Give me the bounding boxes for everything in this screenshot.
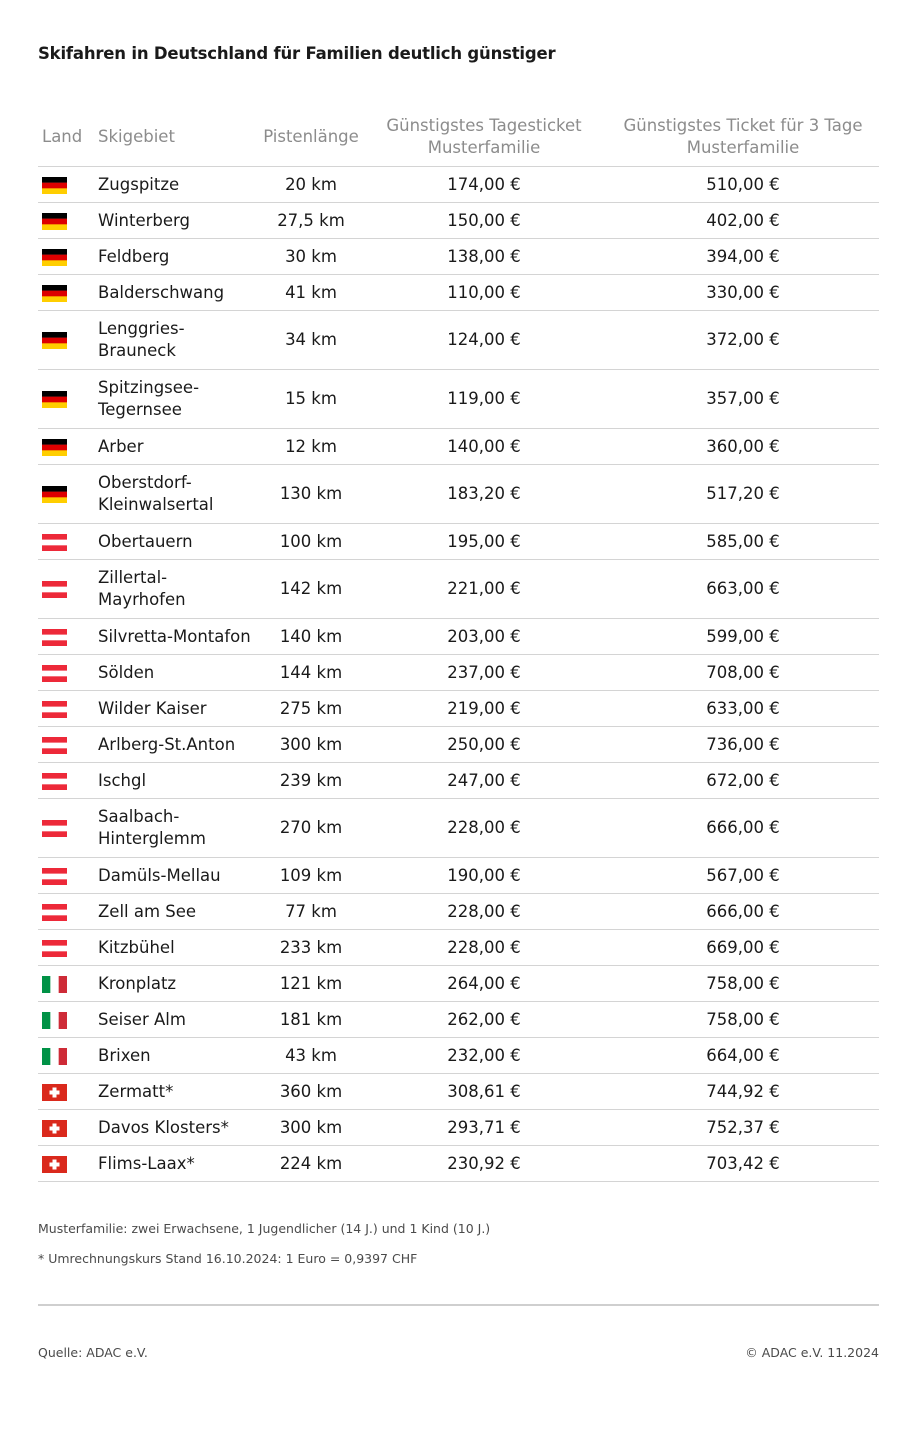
austria-flag-icon [42, 940, 67, 957]
cell-tagesticket: 110,00 € [361, 275, 607, 311]
skigebiet-name-line: Saalbach- [98, 807, 180, 826]
cell-skigebiet [96, 655, 261, 691]
cell-land [38, 619, 96, 655]
cell-pistenlaenge: 224 km [261, 1146, 361, 1182]
cell-dreitage: 736,00 € [607, 727, 879, 763]
cell-skigebiet [96, 1110, 261, 1146]
cell-land [38, 465, 96, 524]
table-row [38, 524, 879, 560]
cell-pistenlaenge: 15 km [261, 370, 361, 429]
austria-flag-icon [42, 868, 67, 885]
skigebiet-name-line: Hinterglemm [98, 829, 206, 848]
table-row [38, 1038, 879, 1074]
chart-title: Skifahren in Deutschland für Familien deutlich günstiger [38, 44, 556, 63]
cell-tagesticket: 221,00 € [361, 560, 607, 619]
cell-skigebiet [96, 429, 261, 465]
cell-skigebiet [96, 930, 261, 966]
cell-tagesticket: 119,00 € [361, 370, 607, 429]
cell-tagesticket: 138,00 € [361, 239, 607, 275]
cell-skigebiet [96, 465, 261, 524]
cell-pistenlaenge: 41 km [261, 275, 361, 311]
header-pistenlaenge: Pistenlänge [261, 108, 361, 167]
cell-skigebiet [96, 370, 261, 429]
skigebiet-name-line: Davos Klosters* [98, 1117, 229, 1137]
table-row [38, 465, 879, 524]
table-row [38, 560, 879, 619]
skigebiet-name-line: Silvretta-Montafon [98, 626, 251, 646]
germany-flag-icon [42, 439, 67, 456]
cell-pistenlaenge: 109 km [261, 858, 361, 894]
cell-pistenlaenge: 100 km [261, 524, 361, 560]
skigebiet-name-line: Brixen [98, 1045, 151, 1065]
germany-flag-icon [42, 391, 67, 408]
table-row [38, 1110, 879, 1146]
skigebiet-name-line: Kitzbühel [98, 937, 175, 957]
switzerland-flag-icon [42, 1084, 67, 1101]
cell-tagesticket: 150,00 € [361, 203, 607, 239]
cell-pistenlaenge: 12 km [261, 429, 361, 465]
cell-pistenlaenge: 360 km [261, 1074, 361, 1110]
switzerland-flag-icon [42, 1156, 67, 1173]
cell-tagesticket: 262,00 € [361, 1002, 607, 1038]
cell-pistenlaenge: 239 km [261, 763, 361, 799]
cell-tagesticket: 293,71 € [361, 1110, 607, 1146]
skigebiet-name-line: Kleinwalsertal [98, 495, 214, 514]
austria-flag-icon [42, 820, 67, 837]
header-tagesticket-line1: Günstigstes Tagesticket [386, 116, 582, 135]
table-row [38, 167, 879, 203]
skigebiet-name-line: Tegernsee [98, 400, 182, 419]
cell-skigebiet [96, 1002, 261, 1038]
cell-land [38, 1110, 96, 1146]
cell-dreitage: 567,00 € [607, 858, 879, 894]
cell-pistenlaenge: 34 km [261, 311, 361, 370]
skigebiet-name-line: Balderschwang [98, 282, 225, 302]
cell-skigebiet [96, 619, 261, 655]
cell-land [38, 203, 96, 239]
cell-tagesticket: 203,00 € [361, 619, 607, 655]
cell-pistenlaenge: 144 km [261, 655, 361, 691]
header-dreitage-line1: Günstigstes Ticket für 3 Tage [623, 116, 863, 135]
cell-skigebiet [96, 203, 261, 239]
cell-tagesticket: 183,20 € [361, 465, 607, 524]
cell-skigebiet [96, 1074, 261, 1110]
table-row [38, 691, 879, 727]
italy-flag-icon [42, 976, 67, 993]
skigebiet-name-line: Ischgl [98, 770, 147, 790]
cell-pistenlaenge: 270 km [261, 799, 361, 858]
cell-tagesticket: 230,92 € [361, 1146, 607, 1182]
skigebiet-name-line: Oberstdorf- [98, 473, 192, 492]
italy-flag-icon [42, 1048, 67, 1065]
cell-land [38, 239, 96, 275]
table-row [38, 239, 879, 275]
table-row [38, 930, 879, 966]
cell-dreitage: 330,00 € [607, 275, 879, 311]
note-musterfamilie: Musterfamilie: zwei Erwachsene, 1 Jugendlicher (14 J.) und 1 Kind (10 J.) [38, 1221, 491, 1236]
cell-dreitage: 664,00 € [607, 1038, 879, 1074]
cell-skigebiet [96, 894, 261, 930]
cell-pistenlaenge: 140 km [261, 619, 361, 655]
cell-pistenlaenge: 20 km [261, 167, 361, 203]
austria-flag-icon [42, 701, 67, 718]
cell-tagesticket: 247,00 € [361, 763, 607, 799]
skigebiet-name-line: Zermatt* [98, 1081, 174, 1101]
austria-flag-icon [42, 534, 67, 551]
cell-skigebiet [96, 524, 261, 560]
skigebiet-name-line: Zillertal- [98, 568, 168, 587]
cell-pistenlaenge: 142 km [261, 560, 361, 619]
cell-pistenlaenge: 121 km [261, 966, 361, 1002]
austria-flag-icon [42, 737, 67, 754]
cell-skigebiet [96, 167, 261, 203]
cell-dreitage: 517,20 € [607, 465, 879, 524]
cell-skigebiet [96, 1038, 261, 1074]
cell-dreitage: 402,00 € [607, 203, 879, 239]
cell-tagesticket: 264,00 € [361, 966, 607, 1002]
table-row [38, 429, 879, 465]
cell-land [38, 799, 96, 858]
cell-dreitage: 752,37 € [607, 1110, 879, 1146]
table-header [38, 108, 879, 167]
ski-price-table [38, 108, 879, 1182]
cell-pistenlaenge: 27,5 km [261, 203, 361, 239]
cell-tagesticket: 174,00 € [361, 167, 607, 203]
cell-pistenlaenge: 181 km [261, 1002, 361, 1038]
cell-dreitage: 672,00 € [607, 763, 879, 799]
cell-dreitage: 633,00 € [607, 691, 879, 727]
cell-land [38, 1002, 96, 1038]
cell-tagesticket: 250,00 € [361, 727, 607, 763]
header-tagesticket [361, 108, 607, 167]
skigebiet-name-line: Seiser Alm [98, 1009, 186, 1029]
cell-land [38, 275, 96, 311]
cell-land [38, 858, 96, 894]
cell-tagesticket: 195,00 € [361, 524, 607, 560]
cell-tagesticket: 124,00 € [361, 311, 607, 370]
skigebiet-name-line: Obertauern [98, 531, 193, 551]
cell-skigebiet [96, 275, 261, 311]
skigebiet-name-line: Arlberg-St.Anton [98, 734, 236, 754]
table-row [38, 894, 879, 930]
cell-land [38, 655, 96, 691]
table-row [38, 858, 879, 894]
switzerland-flag-icon [42, 1120, 67, 1137]
cell-dreitage: 708,00 € [607, 655, 879, 691]
germany-flag-icon [42, 249, 67, 266]
table-row [38, 370, 879, 429]
table-row [38, 763, 879, 799]
cell-dreitage: 703,42 € [607, 1146, 879, 1182]
table-row [38, 311, 879, 370]
cell-skigebiet [96, 560, 261, 619]
germany-flag-icon [42, 177, 67, 194]
cell-tagesticket: 190,00 € [361, 858, 607, 894]
cell-dreitage: 758,00 € [607, 1002, 879, 1038]
header-land: Land [38, 108, 96, 167]
cell-skigebiet [96, 858, 261, 894]
cell-pistenlaenge: 130 km [261, 465, 361, 524]
germany-flag-icon [42, 213, 67, 230]
austria-flag-icon [42, 665, 67, 682]
header-skigebiet: Skigebiet [96, 108, 261, 167]
cell-tagesticket: 308,61 € [361, 1074, 607, 1110]
skigebiet-name-line: Wilder Kaiser [98, 698, 207, 718]
skigebiet-name-line: Feldberg [98, 246, 170, 266]
cell-land [38, 429, 96, 465]
italy-flag-icon [42, 1012, 67, 1029]
cell-land [38, 311, 96, 370]
skigebiet-name-line: Brauneck [98, 341, 176, 360]
cell-dreitage: 744,92 € [607, 1074, 879, 1110]
skigebiet-name-line: Damüls-Mellau [98, 865, 221, 885]
footer-divider [38, 1304, 879, 1306]
cell-dreitage: 372,00 € [607, 311, 879, 370]
cell-dreitage: 666,00 € [607, 799, 879, 858]
table-row [38, 275, 879, 311]
note-umrechnungskurs: * Umrechnungskurs Stand 16.10.2024: 1 Euro = 0,9397 CHF [38, 1251, 418, 1266]
table-row [38, 655, 879, 691]
table-row [38, 1002, 879, 1038]
skigebiet-name-line: Flims-Laax* [98, 1153, 195, 1173]
cell-skigebiet [96, 727, 261, 763]
cell-land [38, 727, 96, 763]
table-row [38, 619, 879, 655]
cell-dreitage: 360,00 € [607, 429, 879, 465]
skigebiet-name-line: Kronplatz [98, 973, 177, 993]
header-dreitage-line2: Musterfamilie [686, 138, 800, 157]
table-row [38, 727, 879, 763]
table-row [38, 1074, 879, 1110]
cell-land [38, 167, 96, 203]
cell-dreitage: 510,00 € [607, 167, 879, 203]
cell-dreitage: 394,00 € [607, 239, 879, 275]
cell-tagesticket: 228,00 € [361, 799, 607, 858]
austria-flag-icon [42, 773, 67, 790]
cell-land [38, 894, 96, 930]
header-dreitage [607, 108, 879, 167]
cell-pistenlaenge: 77 km [261, 894, 361, 930]
cell-tagesticket: 228,00 € [361, 930, 607, 966]
cell-tagesticket: 219,00 € [361, 691, 607, 727]
cell-land [38, 930, 96, 966]
cell-land [38, 1074, 96, 1110]
germany-flag-icon [42, 285, 67, 302]
cell-skigebiet [96, 1146, 261, 1182]
table-row [38, 799, 879, 858]
cell-dreitage: 663,00 € [607, 560, 879, 619]
footer-copyright: © ADAC e.V. 11.2024 [745, 1345, 879, 1360]
cell-pistenlaenge: 233 km [261, 930, 361, 966]
skigebiet-name-line: Lenggries- [98, 319, 185, 338]
cell-dreitage: 357,00 € [607, 370, 879, 429]
skigebiet-name-line: Zell am See [98, 901, 197, 921]
skigebiet-name-line: Sölden [98, 662, 155, 682]
cell-pistenlaenge: 30 km [261, 239, 361, 275]
cell-land [38, 691, 96, 727]
skigebiet-name-line: Zugspitze [98, 174, 180, 194]
cell-dreitage: 758,00 € [607, 966, 879, 1002]
cell-pistenlaenge: 275 km [261, 691, 361, 727]
skigebiet-name-line: Spitzingsee- [98, 378, 200, 397]
cell-dreitage: 669,00 € [607, 930, 879, 966]
cell-pistenlaenge: 43 km [261, 1038, 361, 1074]
cell-land [38, 524, 96, 560]
germany-flag-icon [42, 486, 67, 503]
cell-land [38, 763, 96, 799]
cell-land [38, 1038, 96, 1074]
cell-skigebiet [96, 239, 261, 275]
cell-pistenlaenge: 300 km [261, 727, 361, 763]
germany-flag-icon [42, 332, 67, 349]
cell-skigebiet [96, 799, 261, 858]
cell-skigebiet [96, 311, 261, 370]
cell-tagesticket: 228,00 € [361, 894, 607, 930]
cell-dreitage: 585,00 € [607, 524, 879, 560]
cell-skigebiet [96, 966, 261, 1002]
cell-pistenlaenge: 300 km [261, 1110, 361, 1146]
cell-dreitage: 666,00 € [607, 894, 879, 930]
cell-dreitage: 599,00 € [607, 619, 879, 655]
austria-flag-icon [42, 581, 67, 598]
table-row [38, 1146, 879, 1182]
table-row [38, 966, 879, 1002]
table-body [38, 167, 879, 1182]
austria-flag-icon [42, 904, 67, 921]
cell-tagesticket: 232,00 € [361, 1038, 607, 1074]
cell-skigebiet [96, 763, 261, 799]
cell-skigebiet [96, 691, 261, 727]
skigebiet-name-line: Arber [98, 436, 144, 456]
cell-land [38, 370, 96, 429]
austria-flag-icon [42, 629, 67, 646]
cell-land [38, 966, 96, 1002]
cell-land [38, 560, 96, 619]
table-row [38, 203, 879, 239]
header-tagesticket-line2: Musterfamilie [427, 138, 541, 157]
skigebiet-name-line: Mayrhofen [98, 590, 186, 609]
cell-land [38, 1146, 96, 1182]
skigebiet-name-line: Winterberg [98, 210, 190, 230]
footer-source: Quelle: ADAC e.V. [38, 1345, 148, 1360]
cell-tagesticket: 237,00 € [361, 655, 607, 691]
cell-tagesticket: 140,00 € [361, 429, 607, 465]
